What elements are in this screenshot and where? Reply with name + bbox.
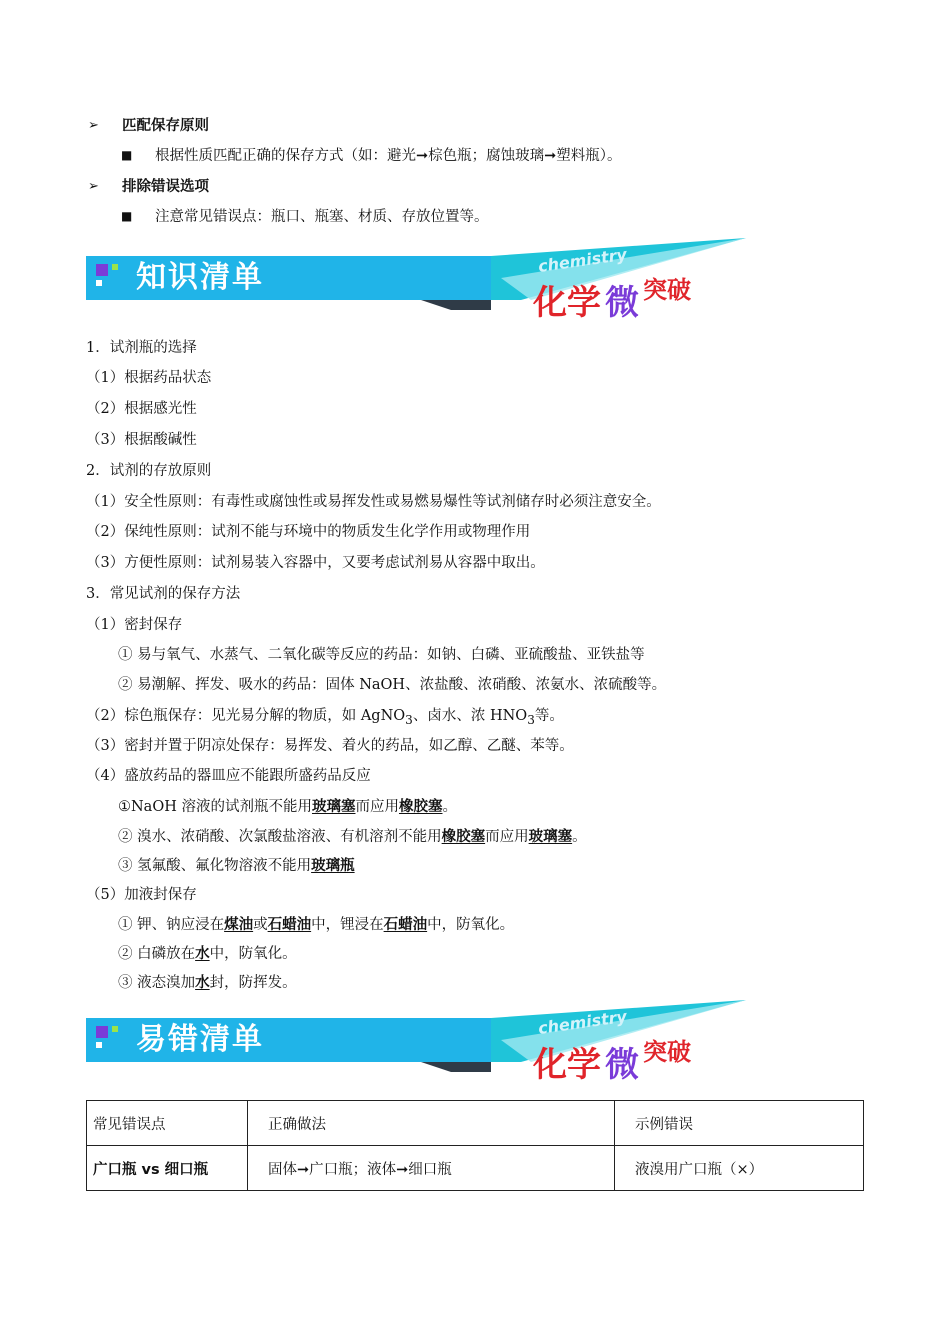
knowledge-s2a: （1）安全性原则：有毒性或腐蚀性或易挥发性或易燃易爆性等试剂储存时必须注意安全。 — [86, 494, 661, 510]
knowledge-s2: 2．试剂的存放原则 — [86, 463, 212, 479]
text-segment: 。 — [572, 829, 587, 845]
chemistry-logo — [491, 238, 746, 328]
banner-square-icon — [112, 1026, 118, 1032]
knowledge-s3-1: （1）密封保存 — [86, 617, 183, 633]
banner-square-icon — [96, 1026, 108, 1038]
keyword: 石蜡油 — [383, 916, 428, 933]
svg-text:化学: 化学 — [533, 1045, 601, 1085]
knowledge-s3-1b: ② 易潮解、挥发、吸水的药品：固体 NaOH、浓盐酸、浓硝酸、浓氨水、浓硫酸等。 — [118, 677, 667, 693]
banner-square-icon — [112, 264, 118, 270]
keyword: 玻璃瓶 — [311, 857, 355, 874]
text-segment: ①NaOH 溶液的试剂瓶不能用 — [118, 799, 312, 815]
knowledge-s3-5c — [118, 973, 297, 993]
keyword: 橡胶塞 — [441, 828, 486, 845]
svg-text:微: 微 — [605, 283, 639, 323]
text-segment: 或 — [253, 917, 268, 933]
text-segment: 、卤水、浓 HNO — [412, 708, 528, 724]
text-segment: ② 溴水、浓硝酸、次氯酸盐溶液、有机溶剂不能用 — [118, 829, 442, 845]
knowledge-s2c: （3）方便性原则：试剂易装入容器中，又要考虑试剂易从容器中取出。 — [86, 555, 545, 571]
svg-text:化学: 化学 — [533, 283, 601, 323]
table-header-cell: 常见错误点 — [87, 1101, 248, 1146]
text-segment: 中，防氧化。 — [209, 946, 297, 962]
text-segment: ③ 氢氟酸、氟化物溶液不能用 — [118, 858, 312, 874]
table-cell: 固体➞广口瓶；液体➞细口瓶 — [248, 1146, 615, 1191]
text-segment: 中，防氧化。 — [427, 917, 515, 933]
keyword: 玻璃塞 — [311, 798, 356, 815]
knowledge-s1: 1．试剂瓶的选择 — [86, 340, 197, 356]
svg-text:chemistry: chemistry — [536, 244, 629, 276]
table-cell: 液溴用广口瓶（×） — [615, 1146, 864, 1191]
knowledge-s1b: （2）根据感光性 — [86, 401, 197, 417]
table-cell: 广口瓶 vs 细口瓶 — [87, 1146, 248, 1191]
svg-text:chemistry: chemistry — [536, 1006, 629, 1038]
text-segment: ① 钾、钠应浸在 — [118, 917, 225, 933]
text-segment: 封，防挥发。 — [209, 975, 297, 991]
knowledge-s3-2 — [86, 706, 564, 730]
knowledge-s3-5b — [118, 944, 297, 964]
keyword: 煤油 — [224, 916, 254, 933]
subscript: 3 — [405, 712, 413, 727]
text-segment: ② 白磷放在 — [118, 946, 196, 962]
keyword: 水 — [195, 945, 210, 962]
knowledge-s3-5: （5）加液封保存 — [86, 887, 197, 903]
svg-text:微: 微 — [605, 1045, 639, 1085]
knowledge-s3-4a — [118, 797, 457, 817]
knowledge-s3-5a — [118, 915, 514, 935]
arrow-bullet-icon: ➢ — [88, 179, 99, 194]
keyword: 石蜡油 — [267, 916, 312, 933]
section-banner-errors — [86, 1000, 746, 1090]
text-match-principle: 根据性质匹配正确的保存方式（如：避光➞棕色瓶；腐蚀玻璃➞塑料瓶）。 — [155, 148, 622, 164]
banner-square-icon — [96, 264, 108, 276]
arrow-bullet-icon: ➢ — [88, 118, 99, 133]
knowledge-s3-3: （3）密封并置于阴凉处保存：易挥发、着火的药品，如乙醇、乙醚、苯等。 — [86, 738, 574, 754]
table-header-cell: 正确做法 — [248, 1101, 615, 1146]
banner-square-icon — [96, 1042, 102, 1048]
knowledge-s3-4b — [118, 827, 587, 847]
keyword: 橡胶塞 — [398, 798, 443, 815]
table-header-row — [87, 1101, 864, 1146]
table-row — [87, 1146, 864, 1191]
text-segment: （2）棕色瓶保存：见光易分解的物质，如 AgNO — [86, 708, 406, 724]
svg-text:突破: 突破 — [643, 1038, 691, 1066]
banner-square-icon — [96, 280, 102, 286]
knowledge-s3-4: （4）盛放药品的器皿应不能跟所盛药品反应 — [86, 768, 371, 784]
square-bullet-icon: ■ — [121, 148, 133, 162]
text-segment: 而应用 — [355, 799, 399, 815]
banner-title: 知识清单 — [136, 260, 264, 295]
knowledge-s2b: （2）保纯性原则：试剂不能与环境中的物质发生化学作用或物理作用 — [86, 524, 531, 540]
heading-match-principle: 匹配保存原则 — [122, 118, 209, 134]
knowledge-s3-1a: ① 易与氧气、水蒸气、二氧化碳等反应的药品：如钠、白磷、亚硫酸盐、亚铁盐等 — [118, 647, 645, 663]
text-segment: 。 — [442, 799, 457, 815]
error-table — [86, 1100, 864, 1191]
table-header-cell: 示例错误 — [615, 1101, 864, 1146]
square-bullet-icon: ■ — [121, 209, 133, 223]
keyword: 玻璃塞 — [528, 828, 573, 845]
text-eliminate-options: 注意常见错误点：瓶口、瓶塞、材质、存放位置等。 — [155, 209, 489, 225]
heading-eliminate-options: 排除错误选项 — [122, 179, 209, 195]
chemistry-logo — [491, 1000, 746, 1090]
keyword: 水 — [195, 974, 210, 991]
knowledge-s3-4c — [118, 856, 355, 876]
text-segment: 中，锂浸在 — [311, 917, 384, 933]
text-segment: 等。 — [534, 708, 564, 724]
knowledge-s1c: （3）根据酸碱性 — [86, 432, 197, 448]
banner-shadow — [421, 300, 491, 310]
text-segment: 而应用 — [485, 829, 529, 845]
knowledge-s3: 3．常见试剂的保存方法 — [86, 586, 241, 602]
subscript: 3 — [527, 712, 535, 727]
section-banner-knowledge — [86, 238, 746, 328]
banner-shadow — [421, 1062, 491, 1072]
banner-title: 易错清单 — [136, 1022, 264, 1057]
knowledge-s1a: （1）根据药品状态 — [86, 370, 212, 386]
svg-text:突破: 突破 — [643, 276, 691, 304]
text-segment: ③ 液态溴加 — [118, 975, 196, 991]
